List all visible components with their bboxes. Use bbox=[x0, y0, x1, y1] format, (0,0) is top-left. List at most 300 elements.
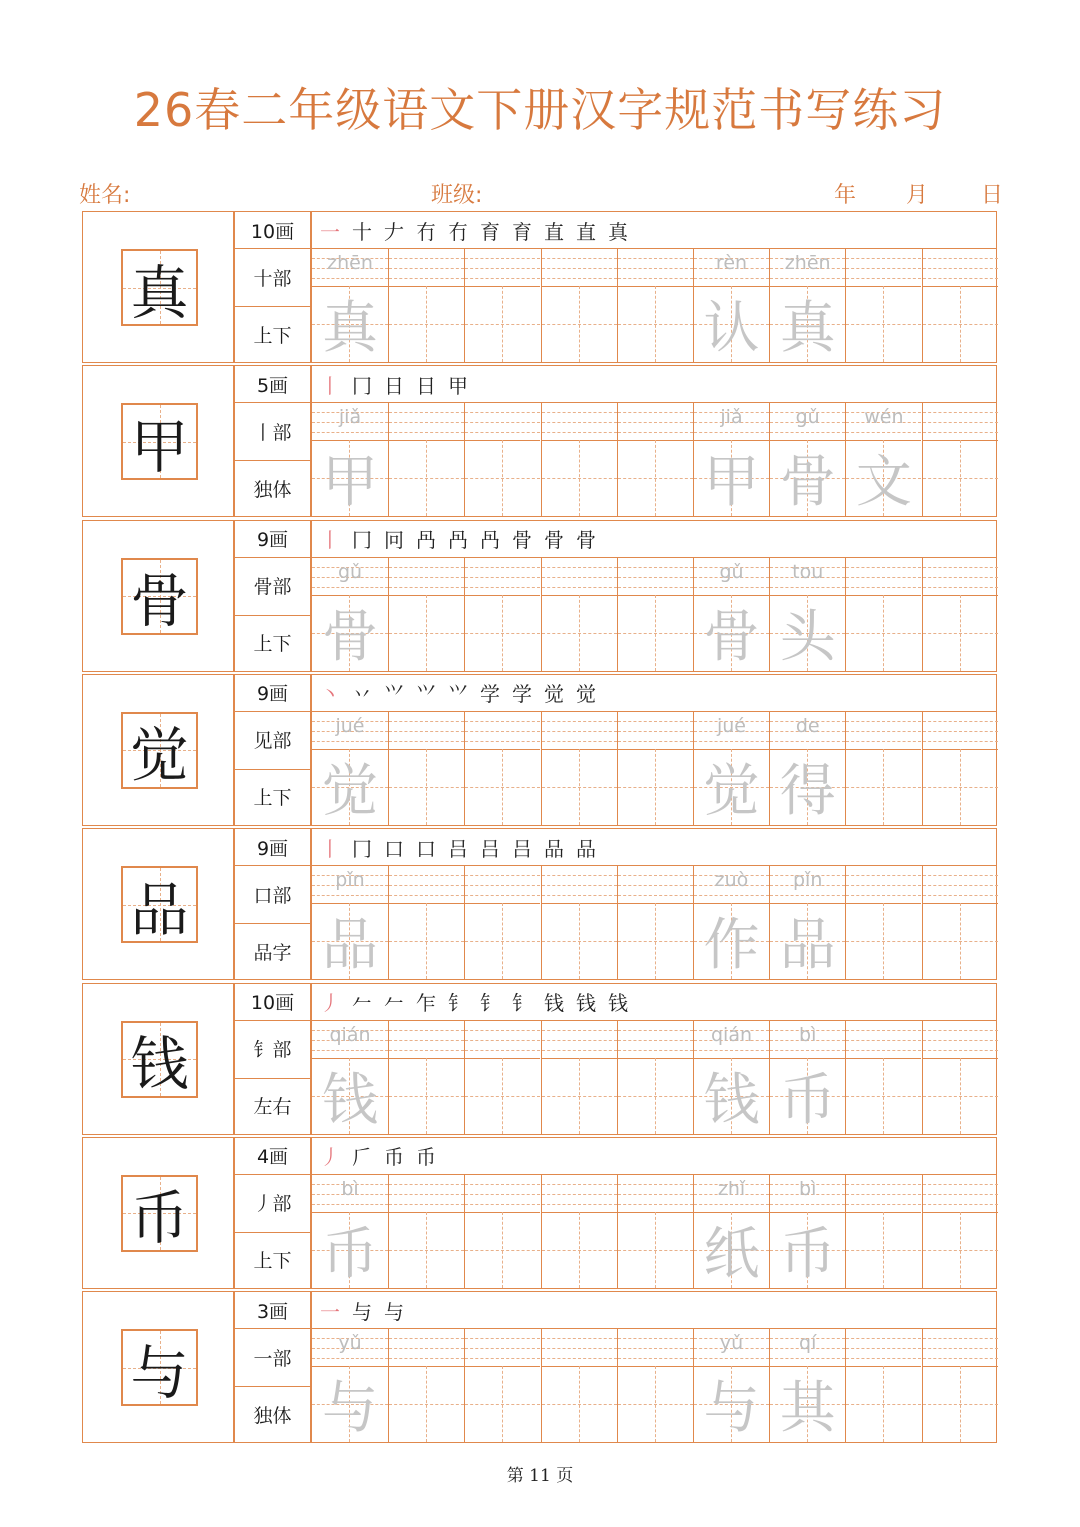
practice-cell[interactable] bbox=[769, 402, 845, 516]
pinyin-lines bbox=[923, 248, 998, 287]
char-trace: 钱 bbox=[322, 1067, 378, 1133]
structure-label: 上下 bbox=[253, 1250, 292, 1273]
practice-grid bbox=[312, 711, 996, 825]
tianzige-box bbox=[121, 712, 198, 789]
char-trace bbox=[389, 1366, 464, 1442]
pinyin-trace: jiǎ bbox=[720, 406, 743, 429]
stroke-step: 口 bbox=[384, 836, 410, 861]
tianzige-cell bbox=[923, 595, 998, 671]
practice-cell[interactable] bbox=[312, 248, 388, 362]
day-label: 日 bbox=[981, 183, 1004, 208]
pinyin-lines bbox=[312, 1174, 388, 1213]
stroke-step: 丶 bbox=[320, 682, 346, 707]
pinyin-trace: jué bbox=[335, 714, 365, 737]
pinyin-lines bbox=[846, 557, 921, 596]
pinyin-trace: bì bbox=[799, 1023, 817, 1046]
practice-cell[interactable] bbox=[693, 248, 769, 362]
stroke-step: 𠂆 bbox=[352, 1145, 378, 1170]
char-info bbox=[235, 829, 312, 979]
char-info bbox=[235, 984, 312, 1134]
stroke-step: 钅 bbox=[480, 991, 506, 1015]
tianzige-cell bbox=[694, 749, 769, 825]
char-trace bbox=[923, 903, 998, 979]
practice-cell[interactable] bbox=[617, 248, 693, 362]
tianzige-cell bbox=[770, 749, 845, 825]
pinyin-lines bbox=[846, 1020, 921, 1059]
char-block bbox=[82, 211, 997, 363]
tianzige-cell bbox=[312, 595, 388, 671]
char-trace: 得 bbox=[779, 758, 836, 824]
char-trace: 觉 bbox=[703, 758, 760, 824]
pinyin-lines bbox=[312, 865, 388, 904]
stroke-step: 品 bbox=[544, 836, 570, 861]
tianzige-cell bbox=[465, 749, 540, 825]
tianzige-cell bbox=[694, 1212, 769, 1288]
model-char: 品 bbox=[130, 875, 189, 944]
pinyin-lines bbox=[312, 557, 388, 596]
tianzige-box bbox=[121, 558, 198, 635]
stroke-step: 丨 bbox=[320, 528, 346, 553]
practice-cell[interactable] bbox=[845, 1020, 921, 1134]
stroke-step: 冇 bbox=[416, 219, 442, 244]
tianzige-box bbox=[121, 249, 198, 326]
pinyin-trace: jué bbox=[716, 714, 746, 737]
char-trace bbox=[618, 1212, 693, 1288]
practice-cell[interactable] bbox=[769, 1174, 845, 1288]
tianzige-cell bbox=[618, 595, 693, 671]
char-trace bbox=[923, 749, 998, 825]
practice-cell[interactable] bbox=[922, 1328, 998, 1442]
stroke-step: ⺍ bbox=[448, 682, 474, 707]
practice-cell[interactable] bbox=[388, 557, 464, 671]
stroke-step: 钱 bbox=[608, 991, 634, 1015]
practice-cell[interactable] bbox=[617, 1174, 693, 1288]
practice-cell[interactable] bbox=[693, 402, 769, 516]
stroke-step: 币 bbox=[416, 1145, 442, 1170]
stroke-step: 钱 bbox=[576, 991, 602, 1015]
practice-cell[interactable] bbox=[769, 248, 845, 362]
char-info bbox=[235, 1138, 312, 1288]
pinyin-lines bbox=[694, 557, 769, 596]
stroke-step: 钱 bbox=[544, 991, 570, 1015]
stroke-step: 吕 bbox=[448, 836, 474, 861]
stroke-step: 冋 bbox=[384, 528, 410, 553]
tianzige-cell bbox=[770, 595, 845, 671]
stroke-order-row bbox=[312, 366, 996, 403]
char-trace: 与 bbox=[703, 1376, 760, 1442]
practice-cell[interactable] bbox=[464, 865, 540, 979]
char-trace: 甲 bbox=[322, 450, 378, 516]
pinyin-lines bbox=[618, 865, 693, 904]
pinyin-lines bbox=[465, 711, 540, 750]
stroke-step: 𠂉 bbox=[384, 991, 410, 1015]
practice-cell[interactable] bbox=[464, 402, 540, 516]
pinyin-lines bbox=[542, 402, 617, 441]
stroke-step: 甲 bbox=[448, 373, 474, 398]
radical-label: 骨部 bbox=[235, 557, 310, 616]
char-trace bbox=[846, 595, 921, 671]
char-trace bbox=[846, 286, 921, 362]
stroke-step: 一 bbox=[320, 219, 346, 244]
pinyin-lines bbox=[618, 1174, 693, 1213]
practice-cell[interactable] bbox=[693, 711, 769, 825]
pinyin-trace: zhǐ bbox=[717, 1177, 746, 1200]
page-number: 第 11 页 bbox=[506, 1466, 574, 1486]
practice-cell[interactable] bbox=[464, 711, 540, 825]
practice-cell[interactable] bbox=[312, 711, 388, 825]
pinyin-lines bbox=[694, 402, 769, 441]
structure-label: 独体 bbox=[253, 1404, 292, 1427]
practice-cell[interactable] bbox=[769, 1020, 845, 1134]
tianzige-cell bbox=[312, 1058, 388, 1134]
practice-cell[interactable] bbox=[845, 557, 921, 671]
pinyin-trace: rèn bbox=[715, 252, 748, 274]
practice-cell[interactable] bbox=[922, 711, 998, 825]
pinyin-lines bbox=[312, 1020, 388, 1059]
stroke-count: 3画 bbox=[235, 1292, 310, 1329]
model-char: 币 bbox=[130, 1184, 189, 1253]
tianzige-box bbox=[121, 1021, 198, 1098]
page-title: 26春二年级语文下册汉字规范书写练习 bbox=[133, 83, 947, 137]
stroke-step: 冎 bbox=[416, 528, 442, 553]
tianzige-cell bbox=[312, 903, 388, 979]
stroke-step: 育 bbox=[512, 219, 538, 244]
practice-cell[interactable] bbox=[922, 557, 998, 671]
radical-label: 口部 bbox=[235, 865, 310, 924]
tianzige-cell bbox=[542, 1212, 617, 1288]
radical-label: 钅部 bbox=[235, 1020, 310, 1079]
pinyin-lines bbox=[846, 711, 921, 750]
stroke-step: 丷 bbox=[352, 682, 378, 707]
practice-cell[interactable] bbox=[388, 1020, 464, 1134]
practice-cell[interactable] bbox=[769, 557, 845, 671]
practice-cell[interactable] bbox=[845, 865, 921, 979]
char-info bbox=[235, 366, 312, 516]
char-trace: 骨 bbox=[779, 450, 836, 516]
practice-cell[interactable] bbox=[388, 1174, 464, 1288]
model-char: 觉 bbox=[130, 721, 189, 790]
char-trace bbox=[923, 1058, 998, 1134]
char-trace bbox=[846, 903, 921, 979]
pinyin-trace: zhēn bbox=[784, 252, 831, 274]
char-trace bbox=[618, 1366, 693, 1442]
practice-cell[interactable] bbox=[541, 557, 617, 671]
practice-cell[interactable] bbox=[845, 711, 921, 825]
tianzige-cell bbox=[846, 286, 921, 362]
stroke-order-row bbox=[312, 984, 996, 1021]
practice-cell[interactable] bbox=[541, 248, 617, 362]
char-trace bbox=[542, 440, 617, 516]
char-trace bbox=[465, 595, 540, 671]
name-label: 姓名: bbox=[79, 183, 131, 208]
pinyin-lines bbox=[389, 1020, 464, 1059]
practice-cell[interactable] bbox=[541, 1174, 617, 1288]
practice-cell[interactable] bbox=[388, 711, 464, 825]
char-trace bbox=[542, 595, 617, 671]
pinyin-lines bbox=[770, 402, 845, 441]
tianzige-cell bbox=[465, 1212, 540, 1288]
pinyin-lines bbox=[389, 402, 464, 441]
char-trace bbox=[618, 595, 693, 671]
stroke-step: 日 bbox=[416, 373, 442, 398]
tianzige-cell bbox=[312, 1366, 388, 1442]
pinyin-trace: tou bbox=[792, 560, 824, 583]
practice-cell[interactable] bbox=[312, 402, 388, 516]
stroke-step: ⺍ bbox=[416, 682, 442, 707]
practice-cell[interactable] bbox=[617, 711, 693, 825]
char-trace bbox=[542, 1366, 617, 1442]
practice-cell[interactable] bbox=[769, 865, 845, 979]
tianzige-cell bbox=[694, 903, 769, 979]
pinyin-lines bbox=[846, 248, 921, 287]
stroke-step: 品 bbox=[576, 836, 602, 861]
pinyin-lines bbox=[389, 557, 464, 596]
stroke-step: 丿 bbox=[320, 1145, 346, 1170]
tianzige-cell bbox=[389, 903, 464, 979]
stroke-step: 吕 bbox=[480, 836, 506, 861]
char-trace bbox=[618, 749, 693, 825]
char-info bbox=[235, 212, 312, 362]
char-trace bbox=[465, 440, 540, 516]
practice-cell[interactable] bbox=[388, 402, 464, 516]
char-trace: 文 bbox=[855, 450, 912, 516]
char-trace bbox=[542, 749, 617, 825]
practice-cell[interactable] bbox=[388, 1328, 464, 1442]
radical-label: 丿部 bbox=[235, 1174, 310, 1233]
tianzige-cell bbox=[389, 1212, 464, 1288]
pinyin-trace: gǔ bbox=[795, 406, 820, 429]
practice-cell[interactable] bbox=[845, 248, 921, 362]
char-trace: 真 bbox=[322, 296, 378, 361]
practice-cell[interactable] bbox=[922, 865, 998, 979]
practice-cell[interactable] bbox=[541, 711, 617, 825]
stroke-step: 𠂉 bbox=[352, 991, 378, 1015]
char-trace: 其 bbox=[779, 1376, 836, 1442]
char-trace bbox=[618, 286, 693, 362]
practice-grid bbox=[312, 248, 996, 362]
char-trace bbox=[542, 1058, 617, 1134]
model-char-cell bbox=[83, 675, 235, 825]
pinyin-lines bbox=[923, 402, 998, 441]
stroke-step: 吕 bbox=[512, 836, 538, 861]
tianzige-cell bbox=[465, 1058, 540, 1134]
model-char-cell bbox=[83, 366, 235, 516]
tianzige-cell bbox=[846, 903, 921, 979]
practice-cell[interactable] bbox=[845, 1328, 921, 1442]
practice-cell[interactable] bbox=[464, 248, 540, 362]
tianzige-cell bbox=[618, 1212, 693, 1288]
pinyin-lines bbox=[770, 557, 845, 596]
radical-label: 一部 bbox=[235, 1328, 310, 1387]
structure-label: 上下 bbox=[253, 787, 292, 810]
char-trace: 头 bbox=[779, 604, 836, 670]
pinyin-lines bbox=[465, 865, 540, 904]
stroke-step: 冂 bbox=[352, 373, 378, 398]
practice-cell[interactable] bbox=[922, 248, 998, 362]
practice-grid bbox=[312, 1328, 996, 1442]
practice-cell[interactable] bbox=[541, 1328, 617, 1442]
char-trace: 甲 bbox=[703, 450, 760, 516]
tianzige-cell bbox=[846, 1058, 921, 1134]
practice-cell[interactable] bbox=[922, 402, 998, 516]
char-trace bbox=[465, 749, 540, 825]
pinyin-lines bbox=[923, 1174, 998, 1213]
tianzige-cell bbox=[312, 440, 388, 516]
tianzige-cell bbox=[389, 440, 464, 516]
char-trace bbox=[465, 1058, 540, 1134]
tianzige-cell bbox=[618, 440, 693, 516]
char-trace: 币 bbox=[779, 1221, 836, 1287]
stroke-step: 冇 bbox=[448, 219, 474, 244]
tianzige-cell bbox=[542, 749, 617, 825]
pinyin-lines bbox=[542, 557, 617, 596]
tianzige-cell bbox=[618, 749, 693, 825]
stroke-step: 骨 bbox=[576, 528, 602, 553]
pinyin-lines bbox=[389, 711, 464, 750]
stroke-step: 口 bbox=[416, 836, 442, 861]
practice-cell[interactable] bbox=[617, 865, 693, 979]
model-char-cell bbox=[83, 521, 235, 671]
tianzige-box bbox=[121, 1175, 198, 1252]
pinyin-lines bbox=[770, 1328, 845, 1367]
stroke-step: ⺍ bbox=[384, 682, 410, 707]
tianzige-cell bbox=[846, 595, 921, 671]
practice-cell[interactable] bbox=[388, 865, 464, 979]
model-char-cell bbox=[83, 212, 235, 362]
practice-cell[interactable] bbox=[312, 865, 388, 979]
tianzige-cell bbox=[542, 595, 617, 671]
pinyin-lines bbox=[389, 865, 464, 904]
pinyin-lines bbox=[542, 248, 617, 287]
practice-cell[interactable] bbox=[312, 557, 388, 671]
practice-grid bbox=[312, 557, 996, 671]
stroke-step: 骨 bbox=[544, 528, 570, 553]
practice-cell[interactable] bbox=[312, 1174, 388, 1288]
practice-cell[interactable] bbox=[541, 402, 617, 516]
practice-cell[interactable] bbox=[693, 557, 769, 671]
practice-cell[interactable] bbox=[464, 1328, 540, 1442]
tianzige-cell bbox=[923, 903, 998, 979]
pinyin-lines bbox=[846, 865, 921, 904]
practice-cell[interactable] bbox=[693, 1328, 769, 1442]
char-info bbox=[235, 521, 312, 671]
tianzige-cell bbox=[618, 1058, 693, 1134]
tianzige-cell bbox=[846, 1366, 921, 1442]
practice-cell[interactable] bbox=[693, 1174, 769, 1288]
pinyin-lines bbox=[389, 248, 464, 287]
month-label: 月 bbox=[906, 183, 929, 208]
pinyin-trace: wén bbox=[864, 406, 904, 429]
tianzige-box bbox=[121, 866, 198, 943]
tianzige-cell bbox=[542, 440, 617, 516]
pinyin-lines bbox=[312, 711, 388, 750]
pinyin-lines bbox=[465, 1174, 540, 1213]
stroke-count: 5画 bbox=[235, 366, 310, 403]
stroke-step: 币 bbox=[384, 1145, 410, 1170]
practice-grid bbox=[312, 865, 996, 979]
tianzige-cell bbox=[618, 903, 693, 979]
char-trace: 币 bbox=[322, 1221, 378, 1287]
tianzige-cell bbox=[618, 286, 693, 362]
model-char: 钱 bbox=[130, 1030, 189, 1098]
pinyin-lines bbox=[618, 1328, 693, 1367]
stroke-step: 觉 bbox=[576, 682, 602, 707]
pinyin-lines bbox=[618, 402, 693, 441]
practice-cell[interactable] bbox=[845, 1174, 921, 1288]
stroke-step: 丨 bbox=[320, 373, 346, 398]
tianzige-cell bbox=[694, 440, 769, 516]
pinyin-lines bbox=[465, 248, 540, 287]
practice-cell[interactable] bbox=[541, 1020, 617, 1134]
stroke-step: 十 bbox=[352, 219, 378, 244]
char-trace: 与 bbox=[322, 1376, 378, 1442]
practice-cell[interactable] bbox=[464, 1020, 540, 1134]
tianzige-cell bbox=[465, 1366, 540, 1442]
practice-cell[interactable] bbox=[769, 1328, 845, 1442]
structure-label: 上下 bbox=[253, 324, 292, 347]
stroke-step: 觉 bbox=[544, 682, 570, 707]
practice-cell[interactable] bbox=[769, 711, 845, 825]
practice-cell[interactable] bbox=[922, 1174, 998, 1288]
stroke-order-row bbox=[312, 212, 996, 249]
tianzige-cell bbox=[312, 286, 388, 362]
practice-cell[interactable] bbox=[464, 1174, 540, 1288]
stroke-step: 日 bbox=[384, 373, 410, 398]
stroke-step: 丨 bbox=[320, 836, 346, 861]
practice-cell[interactable] bbox=[693, 1020, 769, 1134]
radical-label: 丨部 bbox=[235, 402, 310, 461]
practice-grid bbox=[312, 1174, 996, 1288]
pinyin-lines bbox=[770, 1020, 845, 1059]
practice-cell[interactable] bbox=[617, 402, 693, 516]
char-trace bbox=[618, 903, 693, 979]
stroke-step: 育 bbox=[480, 219, 506, 244]
pinyin-lines bbox=[923, 865, 998, 904]
pinyin-lines bbox=[312, 402, 388, 441]
practice-cell[interactable] bbox=[541, 865, 617, 979]
pinyin-lines bbox=[542, 1174, 617, 1213]
char-trace bbox=[923, 1212, 998, 1288]
pinyin-lines bbox=[694, 248, 769, 287]
char-block bbox=[82, 1291, 997, 1443]
tianzige-cell bbox=[846, 1212, 921, 1288]
model-char: 骨 bbox=[130, 567, 189, 636]
stroke-count: 10画 bbox=[235, 212, 310, 249]
pinyin-trace: yǔ bbox=[719, 1332, 744, 1355]
tianzige-cell bbox=[770, 1212, 845, 1288]
char-block bbox=[82, 828, 997, 980]
pinyin-lines bbox=[770, 1174, 845, 1213]
pinyin-lines bbox=[770, 248, 845, 287]
stroke-step: 一 bbox=[320, 1299, 346, 1324]
char-trace: 骨 bbox=[322, 604, 378, 670]
practice-cell[interactable] bbox=[464, 557, 540, 671]
pinyin-lines bbox=[770, 865, 845, 904]
practice-cell[interactable] bbox=[617, 1020, 693, 1134]
char-trace: 钱 bbox=[703, 1067, 760, 1133]
practice-cell[interactable] bbox=[922, 1020, 998, 1134]
practice-cell[interactable] bbox=[693, 865, 769, 979]
practice-cell[interactable] bbox=[845, 402, 921, 516]
practice-cell[interactable] bbox=[312, 1328, 388, 1442]
practice-cell[interactable] bbox=[388, 248, 464, 362]
char-trace: 币 bbox=[779, 1067, 836, 1133]
practice-cell[interactable] bbox=[617, 557, 693, 671]
stroke-order-row bbox=[312, 829, 996, 866]
practice-cell[interactable] bbox=[312, 1020, 388, 1134]
pinyin-lines bbox=[465, 1020, 540, 1059]
practice-cell[interactable] bbox=[617, 1328, 693, 1442]
